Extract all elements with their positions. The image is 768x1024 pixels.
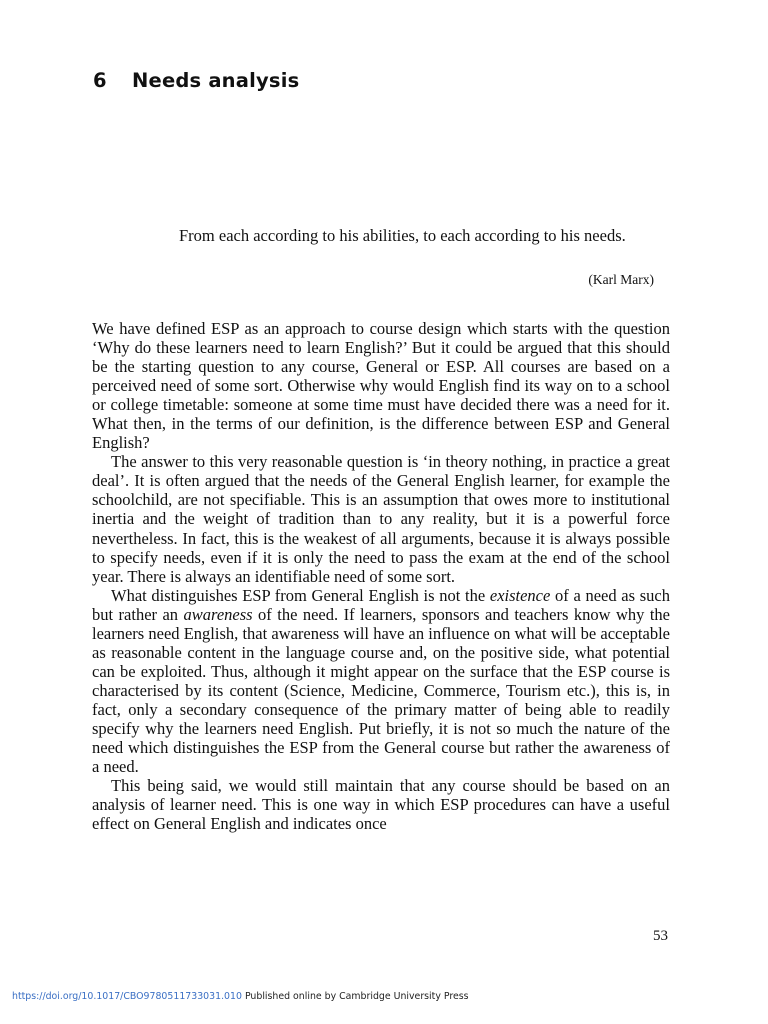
emphasis-text: existence	[489, 585, 551, 605]
paragraph-text: of the need. If learners, sponsors and teachers know why the learners need English, that awareness will have an influence on what will be acceptable as reasonable content in the language course and, on the positive side, what potential can be exploited. Thus, although it might appear on the surface that the ESP course is characterised by its content (Science, Medicine, Commerce, Tourism etc.), this is, in fact, only a secondary consequence of the primary matter of being able to readily specify why the learners need English. Put briefly, it is not so much the nature of the need which distinguishes the ESP from the General course but rather the awareness of a need.	[92, 604, 670, 777]
paragraph-text: What distinguishes ESP from General English is not the	[111, 585, 490, 605]
paragraph-text: We have defined ESP as an approach to course design which starts with the question ‘Why do these learners need to learn English?’ But it could be argued that this should be the starting question to any course, General or ESP. All courses are based on a perceived need of some sort. Otherwise why would English find its way on to a school or college timetable: someone at some time must have decided there was a need for it. What then, in the terms of our definition, is the difference between ESP and General English?	[92, 319, 670, 453]
chapter-title	[93, 69, 299, 92]
emphasis-text: awareness	[183, 604, 253, 624]
footer	[12, 991, 469, 1002]
body-paragraph	[92, 776, 670, 833]
body-text	[92, 319, 670, 833]
body-paragraph	[92, 452, 670, 585]
page-number: 53	[653, 928, 668, 944]
body-paragraph	[92, 319, 670, 452]
paragraph-text: The answer to this very reasonable question is ‘in theory nothing, in practice a great deal’. It is often argued that the needs of the General English learner, for example the schoolchild, are not specifiable. This is an assumption that owes more to institutional inertia and the weight of tradition than to any reality, but it is a powerful force nevertheless. In fact, this is the weakest of all arguments, because it is always possible to specify needs, even if it is only the need to pass the exam at the end of the school year. There is always an identifiable need of some sort.	[92, 452, 670, 586]
body-paragraph	[92, 586, 670, 776]
doi-link[interactable]: https://doi.org/10.1017/CBO9780511733031.010	[12, 991, 242, 1002]
paragraph-text: of a need as such but rather an	[92, 585, 670, 624]
chapter-title-text: Needs analysis	[132, 69, 300, 92]
chapter-number: 6	[93, 69, 107, 92]
footer-published-text: Published online by Cambridge University Press	[244, 991, 469, 1002]
epigraph-attribution: (Karl Marx)	[588, 272, 654, 287]
epigraph-quote: From each according to his abilities, to each according to his needs.	[179, 226, 626, 245]
paragraph-text: This being said, we would still maintain that any course should be based on an analysis of learner need. This is one way in which ESP procedures can have a useful effect on General English and indicates once	[92, 776, 670, 834]
